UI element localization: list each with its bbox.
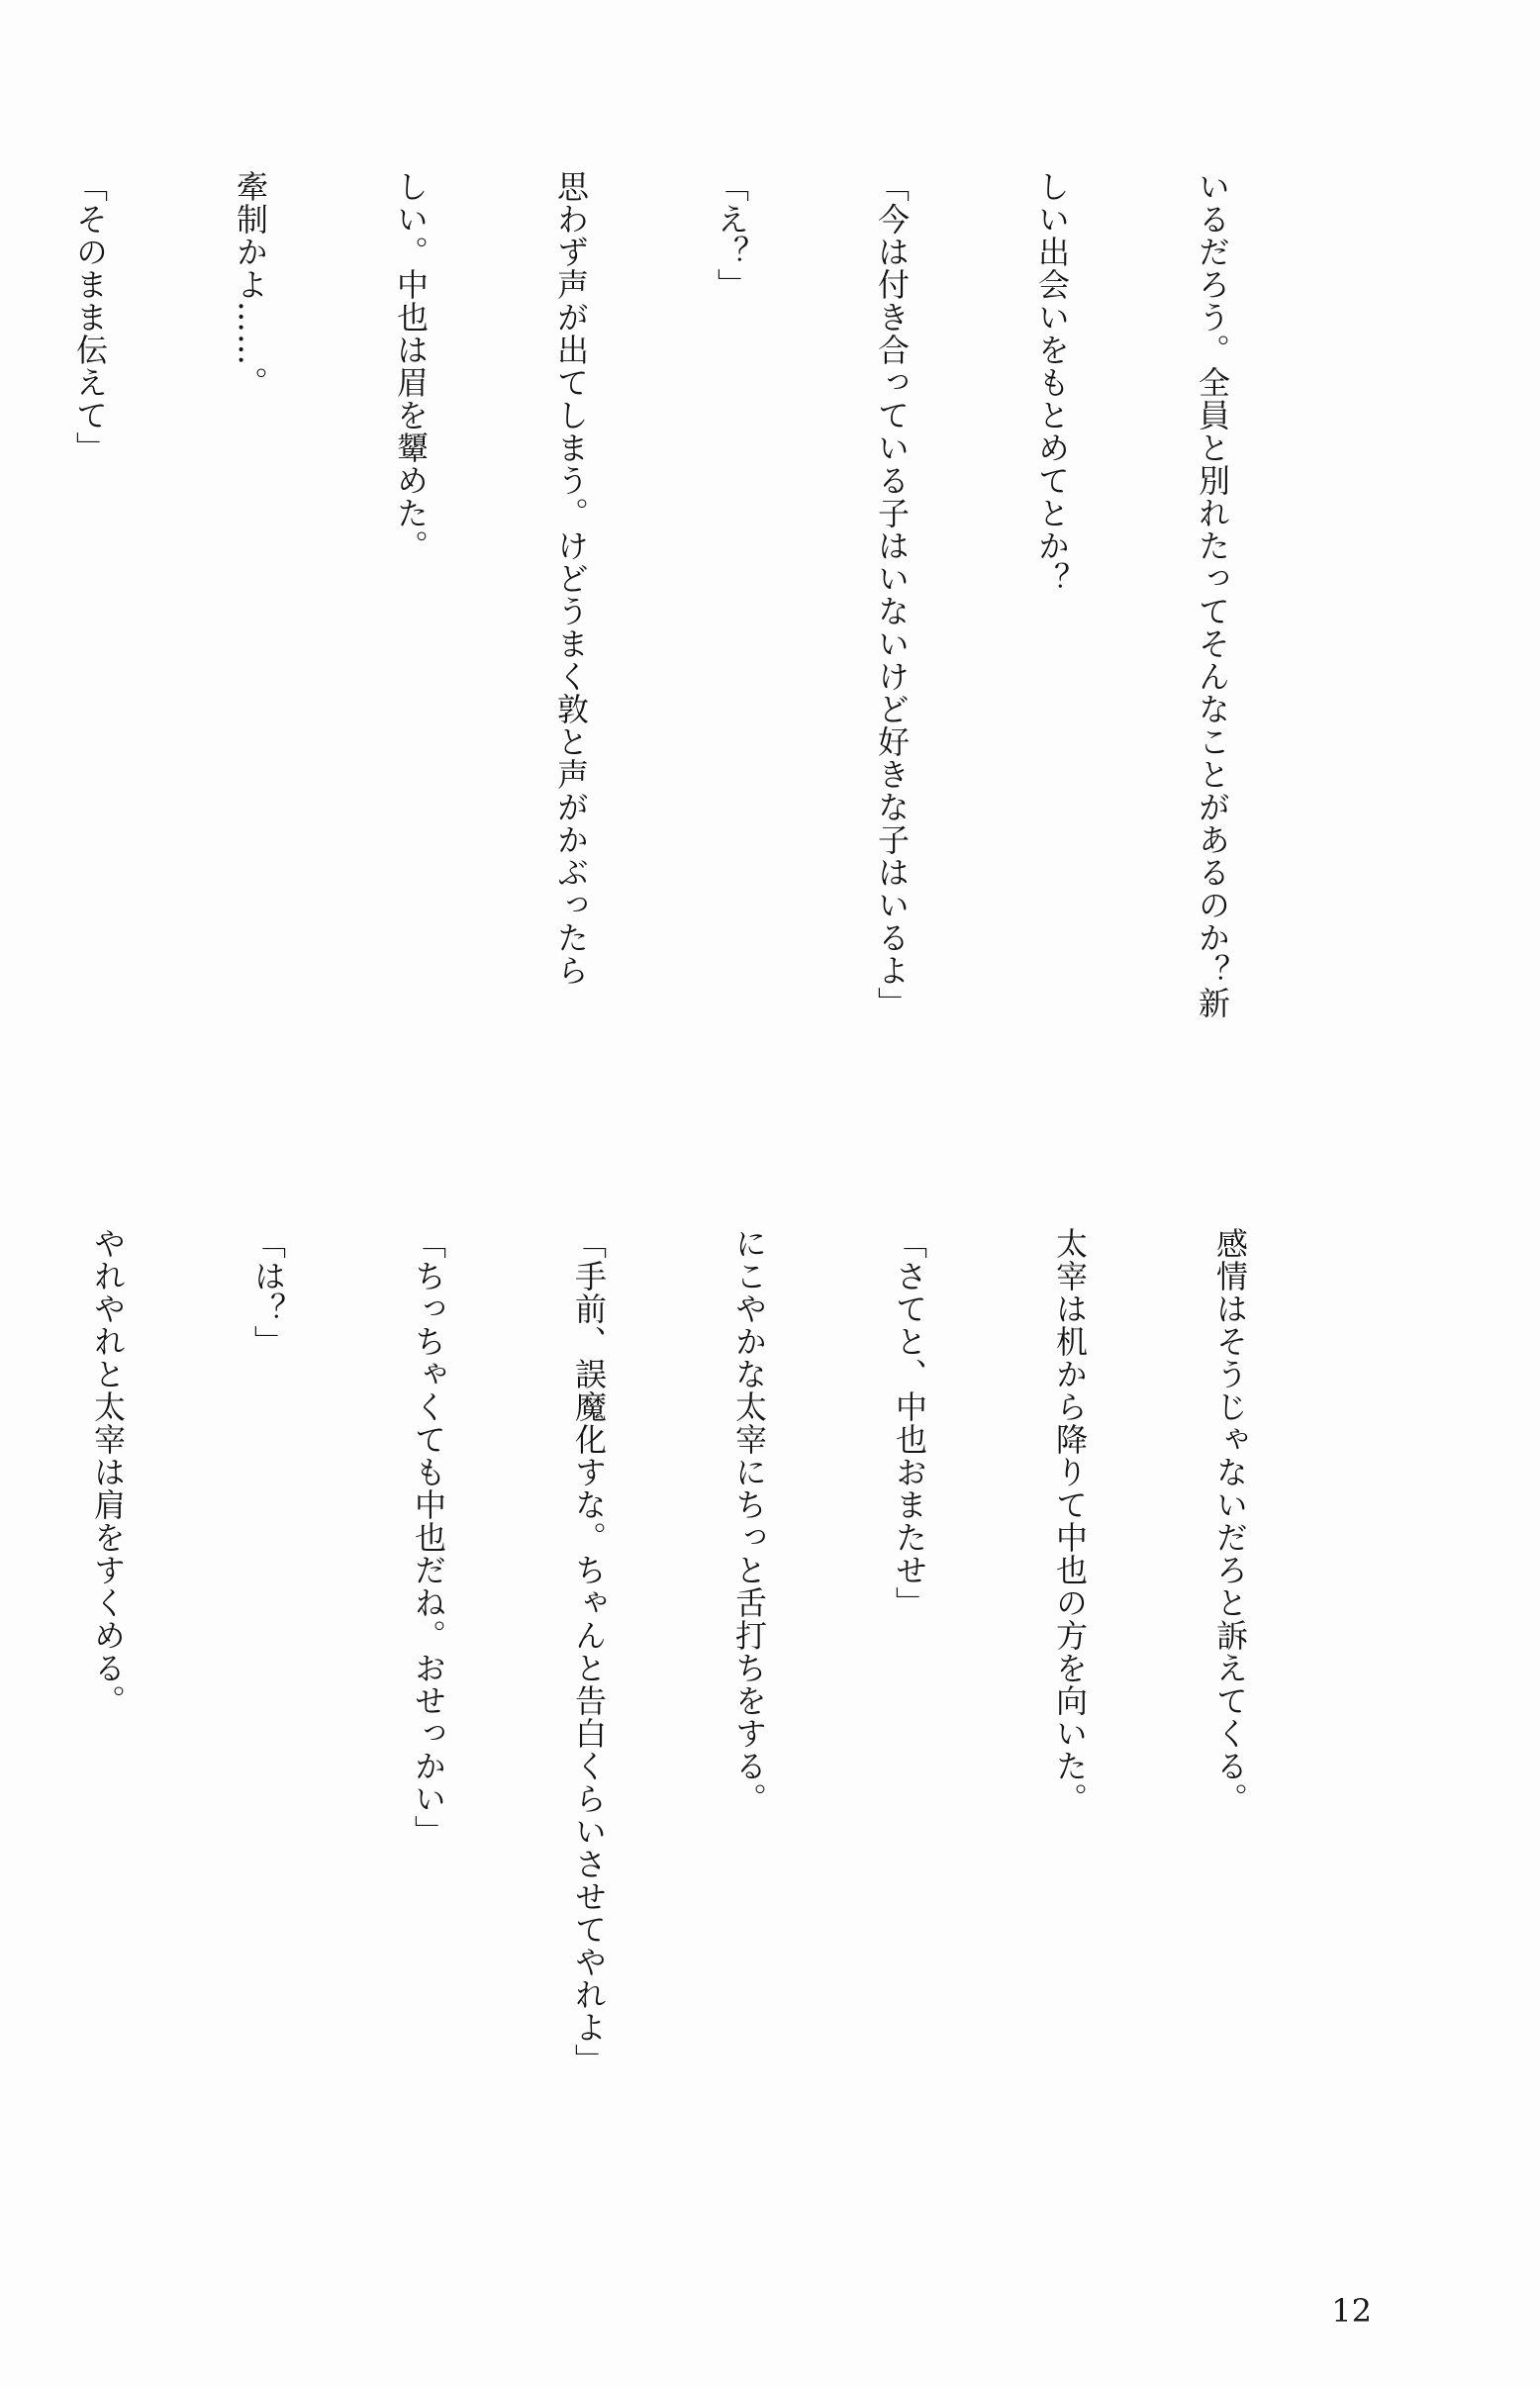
text-column: 太宰は机から降りて中也の方を向いた。 (1051, 1227, 1089, 1815)
text-column: にこやかな太宰にちっと舌打ちをする。 (730, 1227, 768, 1815)
text-column: しい出会いをもとめてとか？ (1033, 170, 1071, 595)
text-column: 「今は付き合っている子はいないけど好きな子はいるよ」 (873, 170, 911, 1019)
text-column: 「え？」 (713, 170, 750, 301)
text-column: 「さてと、中也おまたせ」 (891, 1227, 928, 1619)
text-column: 「手前、誤魔化すな。ちゃんと告白くらいさせてやれよ」 (570, 1227, 608, 2076)
text-column: しい。中也は眉を顰めた。 (392, 170, 430, 562)
text-column: 「ちっちゃくても中也だね。おせっかい」 (410, 1227, 447, 1848)
text-column: 感情はそうじゃないだろと訴えてくる。 (1211, 1227, 1249, 1815)
text-column: 思わず声が出てしまう。けどうまく敦と声がかぶったら (552, 170, 590, 987)
page-number: 12 (1331, 2292, 1372, 2330)
text-column: 「は？」 (249, 1227, 287, 1358)
text-column: やれやれと太宰は肩をすくめる。 (89, 1227, 127, 1717)
upper-text-block (0, 170, 1346, 1160)
text-column: いるだろう。全員と別れたってそんなことがあるのか？新 (1194, 170, 1231, 1019)
text-column: 牽制かよ……。 (232, 170, 269, 399)
text-column: 「そのまま伝えて」 (71, 170, 109, 464)
lower-text-block (0, 1227, 1364, 2157)
